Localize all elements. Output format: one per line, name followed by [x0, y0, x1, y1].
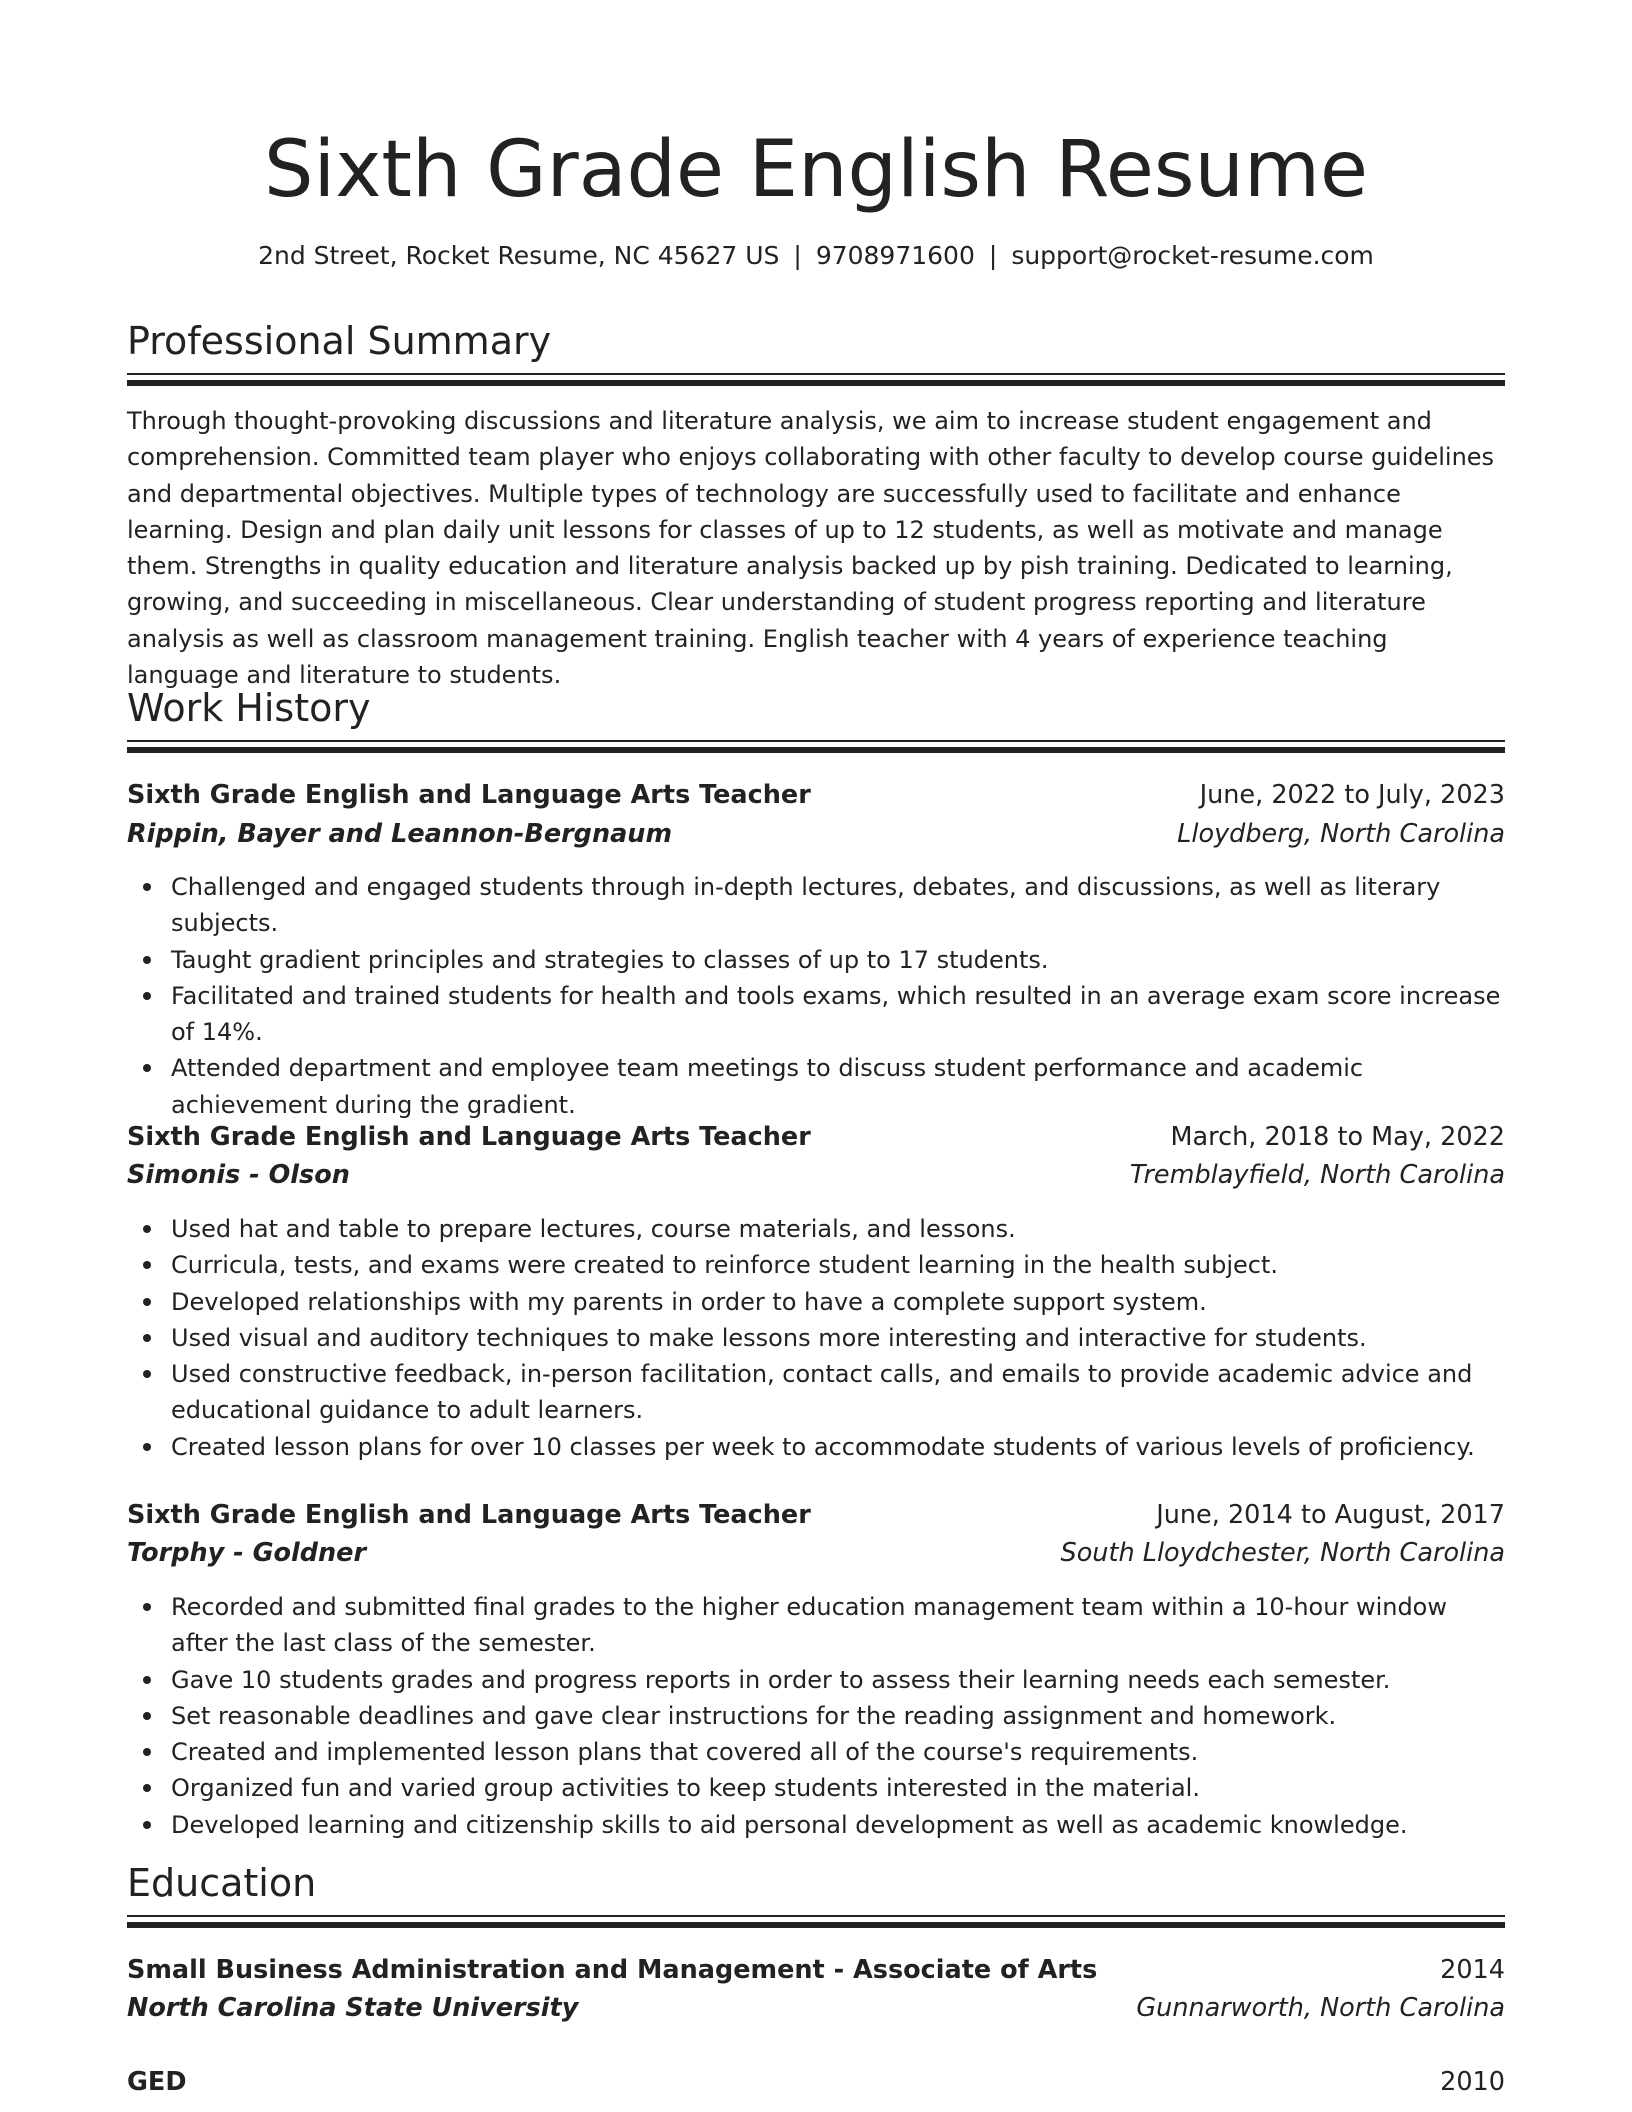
list-item: Developed relationships with my parents in order to have a complete support system. — [171, 1284, 1505, 1320]
list-item: Gave 10 students grades and progress reports in order to assess their learning needs each semester. — [171, 1662, 1505, 1698]
job-bullets — [127, 869, 1505, 1123]
education-degree: GED — [127, 2067, 187, 2097]
education-school: North Carolina State University — [127, 1993, 579, 2023]
list-item: Created lesson plans for over 10 classes per week to accommodate students of various levels of proficiency. — [171, 1429, 1505, 1465]
job-dates: March, 2018 to May, 2022 — [1170, 1122, 1505, 1152]
contact-email[interactable]: support@rocket-resume.com — [1011, 241, 1374, 270]
job-bullets — [127, 1589, 1505, 1843]
resume-title: Sixth Grade English Resume — [264, 125, 1368, 215]
education-header — [127, 1951, 1505, 1989]
job-location: South Lloydchester, North Carolina — [1060, 1538, 1505, 1568]
job-dates: June, 2022 to July, 2023 — [1199, 780, 1505, 810]
section-divider — [127, 740, 1505, 753]
list-item: Attended department and employee team meetings to discuss student performance and academic achievement during the gradient. — [171, 1050, 1505, 1123]
education-year: 2010 — [1440, 2067, 1505, 2097]
education-location: Gunnarworth, North Carolina — [1136, 1993, 1505, 2023]
job-title: Sixth Grade English and Language Arts Teacher — [127, 780, 811, 810]
list-item: Created and implemented lesson plans that covered all of the course's requirements. — [171, 1734, 1505, 1770]
job-location: Lloydberg, North Carolina — [1177, 819, 1505, 849]
job-title: Sixth Grade English and Language Arts Teacher — [127, 1122, 811, 1152]
contact-line — [127, 238, 1505, 274]
list-item: Developed learning and citizenship skills to aid personal development as well as academic knowledge. — [171, 1807, 1505, 1843]
list-item: Used hat and table to prepare lectures, course materials, and lessons. — [171, 1211, 1505, 1247]
education-year: 2014 — [1440, 1955, 1505, 1985]
job-header — [127, 1118, 1505, 1156]
job-bullets — [127, 1211, 1505, 1465]
work-heading: Work History — [127, 686, 371, 730]
education-header — [127, 2063, 1505, 2101]
job-employer-row — [127, 815, 1505, 853]
job-title: Sixth Grade English and Language Arts Teacher — [127, 1500, 811, 1530]
list-item: Organized fun and varied group activities to keep students interested in the material. — [171, 1770, 1505, 1806]
list-item: Set reasonable deadlines and gave clear instructions for the reading assignment and homework. — [171, 1698, 1505, 1734]
list-item: Challenged and engaged students through in-depth lectures, debates, and discussions, as well as literary subjects. — [171, 869, 1505, 942]
list-item: Used visual and auditory techniques to make lessons more interesting and interactive for students. — [171, 1320, 1505, 1356]
education-heading: Education — [127, 1861, 317, 1905]
list-item: Taught gradient principles and strategies to classes of up to 17 students. — [171, 942, 1505, 978]
job-employer-row — [127, 1156, 1505, 1194]
list-item: Curricula, tests, and exams were created to reinforce student learning in the health subject. — [171, 1247, 1505, 1283]
contact-phone: 9708971600 — [815, 241, 975, 270]
job-location: Tremblayfield, North Carolina — [1129, 1160, 1505, 1190]
list-item: Recorded and submitted final grades to the higher education management team within a 10-hour window after the last class of the semester. — [171, 1589, 1505, 1662]
job-employer-row — [127, 1534, 1505, 1572]
summary-heading: Professional Summary — [127, 319, 552, 363]
list-item: Facilitated and trained students for health and tools exams, which resulted in an average exam score increase of 14%. — [171, 978, 1505, 1051]
section-divider — [127, 373, 1505, 386]
summary-text: Through thought-provoking discussions and literature analysis, we aim to increase student engagement and comprehension. Committed team player who enjoys collaborating with other faculty to develop course guidelines and departmental objectives. Multiple types of technology are successfully used to facilitate and enhance learning. Design and plan daily unit lessons for classes of up to 12 students, as well as motivate and manage them. Strengths in quality education and literature analysis backed up by pish training. Dedicated to learning, growing, and succeeding in miscellaneous. Clear understanding of student progress reporting and literature analysis as well as classroom management training. English teacher with 4 years of experience teaching language and literature to students. — [127, 407, 1495, 690]
job-employer: Rippin, Bayer and Leannon-Bergnaum — [127, 819, 673, 849]
list-item: Used constructive feedback, in-person facilitation, contact calls, and emails to provide academic advice and educational guidance to adult learners. — [171, 1356, 1505, 1429]
section-divider — [127, 1915, 1505, 1928]
contact-separator: | — [988, 241, 998, 270]
job-header — [127, 1496, 1505, 1534]
job-employer: Torphy - Goldner — [127, 1538, 367, 1568]
contact-address: 2nd Street, Rocket Resume, NC 45627 US — [258, 241, 780, 270]
job-dates: June, 2014 to August, 2017 — [1156, 1500, 1505, 1530]
education-degree: Small Business Administration and Management - Associate of Arts — [127, 1955, 1098, 1985]
job-employer: Simonis - Olson — [127, 1160, 350, 1190]
education-school-row — [127, 1989, 1505, 2027]
contact-separator: | — [793, 241, 802, 270]
job-header — [127, 776, 1505, 814]
